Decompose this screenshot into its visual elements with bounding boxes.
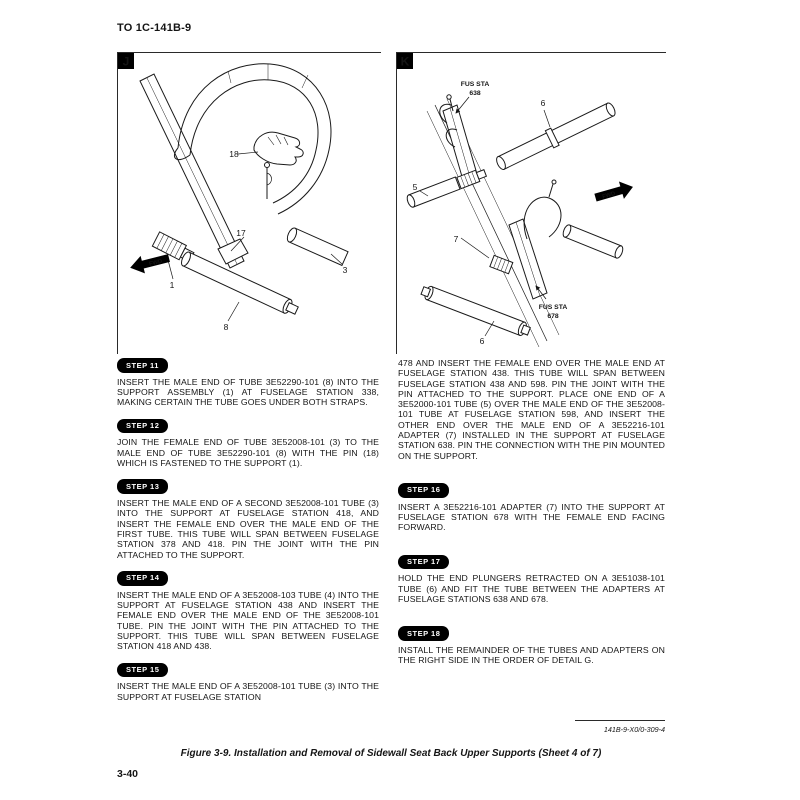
fus-sta-678-value: 678 <box>547 313 559 320</box>
adapter-illustration <box>490 255 513 273</box>
tube-6-bottom-illustration <box>420 284 531 338</box>
step-11 <box>117 358 379 408</box>
steps-section <box>117 358 665 702</box>
step-14-badge: STEP 14 <box>117 571 168 586</box>
step-15-text: INSERT THE MALE END OF A 3E52008-101 TUBE (3) INTO THE SUPPORT AT FUSELAGE STATION <box>117 681 379 702</box>
step-16 <box>398 483 665 533</box>
callout-6-bottom: 6 <box>479 336 485 346</box>
callout-5: 5 <box>412 182 418 192</box>
step-17-badge: STEP 17 <box>398 555 449 570</box>
step-16-badge: STEP 16 <box>398 483 449 498</box>
hand-illustration <box>254 132 303 165</box>
step-14-text: INSERT THE MALE END OF A 3E52008-103 TUBE (4) INTO THE SUPPORT AT FUSELAGE STATION 438 AND INSERT THE FEMALE END OVER THE MALE END OF THE 3E52008-101 TUBE. PIN THE JOINT WITH THE PIN ATTACHED TO THE SUPPORT. THIS TUBE WILL SPAN BETWEEN FUSELAGE STATION 418 AND 438. <box>117 589 379 652</box>
callout-18: 18 <box>229 149 239 159</box>
step-15-continuation: 478 AND INSERT THE FEMALE END OVER THE MALE END AT FUSELAGE STATION 438. THIS TUBE WILL SPAN BETWEEN FUSELAGE STATION 438 AND 598. PIN THE JOINT WITH THE PIN ATTACHED TO THE SUPPORT. PLACE ONE END OF A 3E52000-101 TUBE (5) OVER THE MALE END OF THE 3E52008-101 TUBE AT FUSELAGE STATION 598, AND INSERT THE OTHER END OVER THE MALE END OF A 3E52216-101 ADAPTER (7) INSTALLED IN THE SUPPORT AT FUSELAGE STATION 638. PIN THE CONNECTION WITH THE PIN MOUNTED ON THE SUPPORT. <box>398 358 665 461</box>
callout-1: 1 <box>169 280 175 290</box>
panel-k-label: K <box>400 54 410 69</box>
figure-area <box>117 52 665 354</box>
figure-id-rule <box>575 720 665 721</box>
panel-j-illustration <box>118 53 381 353</box>
steps-column-right <box>398 358 665 702</box>
callout-6-top: 6 <box>540 98 546 108</box>
step-15 <box>117 663 379 702</box>
step-12-badge: STEP 12 <box>117 419 168 434</box>
page-number: 3-40 <box>117 768 139 780</box>
step-13 <box>117 479 379 560</box>
step-18 <box>398 626 665 665</box>
fus-sta-678-label: FUS STA <box>538 304 568 311</box>
panel-j-label: J <box>122 54 130 69</box>
fus-sta-638-label: FUS STA <box>460 81 490 88</box>
step-15-badge: STEP 15 <box>117 663 168 678</box>
step-17-text: HOLD THE END PLUNGERS RETRACTED ON A 3E51038-101 TUBE (6) AND FIT THE TUBE BETWEEN THE ADAPTERS AT FUSELAGE STATIONS 638 AND 678. <box>398 573 665 605</box>
figure-caption: Figure 3-9. Installation and Removal of Sidewall Seat Back Upper Supports (Sheet 4 of 7) <box>180 748 602 759</box>
figure-id: 141B-9-X0/0-309-4 <box>603 725 665 734</box>
step-17 <box>398 555 665 605</box>
fwd-label: FWD <box>601 190 617 201</box>
step-11-badge: STEP 11 <box>117 358 168 373</box>
step-18-text: INSTALL THE REMAINDER OF THE TUBES AND ADAPTERS ON THE RIGHT SIDE IN THE ORDER OF DETAIL G. <box>398 645 665 666</box>
step-16-text: INSERT A 3E52216-101 ADAPTER (7) INTO THE SUPPORT AT FUSELAGE STATION 678 WITH THE FEMALE END FACING FORWARD. <box>398 501 665 533</box>
page-header: TO 1C-141B-9 <box>117 22 192 34</box>
step-13-text: INSERT THE MALE END OF A SECOND 3E52008-101 TUBE (3) INTO THE SUPPORT AT FUSELAGE STATION 418, AND INSERT THE FEMALE END OVER THE MALE END OF THE FIRST TUBE. THIS TUBE WILL SPAN BETWEEN FUSELAGE STATION 378 AND 418. PIN THE JOINT WITH THE PIN ATTACHED TO THE SUPPORT. <box>117 498 379 560</box>
fwd-label: FWD <box>148 258 163 268</box>
panel-k <box>396 52 666 354</box>
callout-8: 8 <box>223 322 229 332</box>
tube-3-illustration <box>285 227 348 266</box>
fwd-arrow-icon <box>593 178 635 206</box>
pin-illustration <box>265 163 270 168</box>
fwd-arrow-icon <box>128 249 171 276</box>
step-12 <box>117 419 379 469</box>
tube-right-illustration <box>562 224 625 259</box>
callout-3: 3 <box>342 265 348 275</box>
fus-sta-638-value: 638 <box>469 90 481 97</box>
step-12-text: JOIN THE FEMALE END OF TUBE 3E52008-101 (3) TO THE MALE END OF TUBE 3E52290-101 (8) WITH THE PIN (18) WHICH IS FASTENED TO THE SUPPORT (1). <box>117 437 379 469</box>
tube-6-top-illustration <box>494 99 618 173</box>
step-14 <box>117 571 379 652</box>
panel-k-illustration <box>397 53 666 353</box>
step-13-badge: STEP 13 <box>117 479 168 494</box>
step-11-text: INSERT THE MALE END OF TUBE 3E52290-101 (8) INTO THE SUPPORT ASSEMBLY (1) AT FUSELAGE STATION 338, MAKING CERTAIN THE TUBE GOES UNDER BOTH STRAPS. <box>117 376 379 408</box>
panel-k-drawing <box>406 95 625 347</box>
callout-7: 7 <box>453 234 459 244</box>
panel-j <box>117 52 381 354</box>
callout-17: 17 <box>236 228 246 238</box>
step-18-badge: STEP 18 <box>398 626 449 641</box>
steps-column-left <box>117 358 379 702</box>
